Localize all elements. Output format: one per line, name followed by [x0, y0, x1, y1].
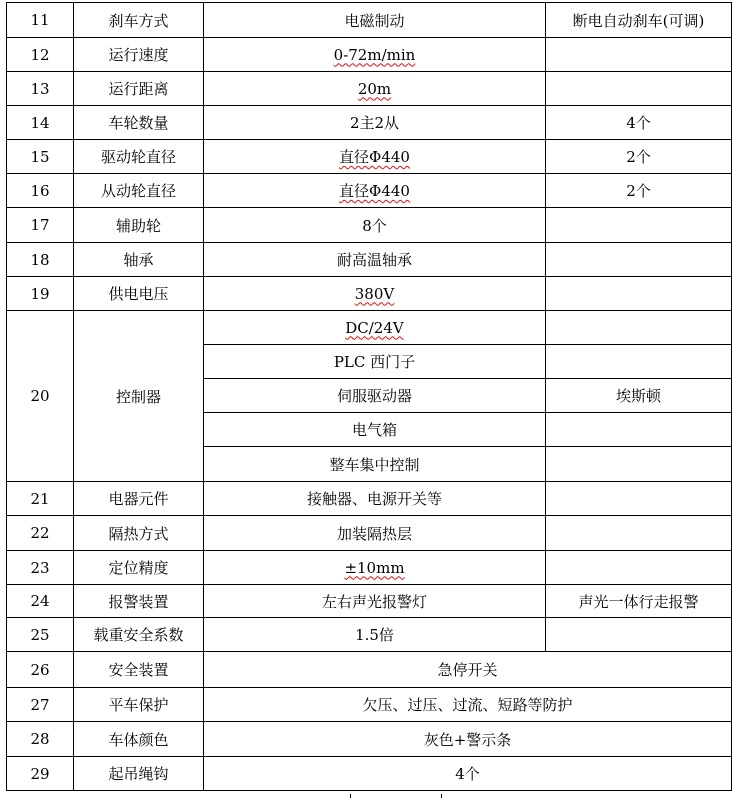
row-remark: [546, 208, 732, 243]
spellcheck-value: ±10mm: [344, 558, 405, 577]
spellcheck-value: DC/24V: [345, 318, 404, 337]
row-remark: [546, 345, 732, 379]
row-value: 接触器、电源开关等: [204, 482, 546, 516]
row-item-name: 车轮数量: [74, 106, 204, 140]
row-item-name: 隔热方式: [74, 516, 204, 551]
row-value: 电磁制动: [204, 3, 546, 38]
table-row: [7, 243, 732, 277]
row-remark: 声光一体行走报警: [546, 585, 732, 618]
row-value: [204, 277, 546, 311]
row-item-name: 报警装置: [74, 585, 204, 618]
table-row: [7, 106, 732, 140]
row-value: [204, 72, 546, 106]
row-remark: [546, 72, 732, 106]
row-remark: [546, 243, 732, 277]
row-remark: 4个: [546, 106, 732, 140]
row-value: 耐高温轴承: [204, 243, 546, 277]
row-value: 整车集中控制: [204, 447, 546, 482]
spellcheck-value: 380V: [354, 284, 395, 303]
spellcheck-value: 直径Φ440: [339, 182, 410, 200]
row-number: 13: [7, 72, 74, 106]
spellcheck-value: 0-72m/min: [333, 45, 416, 64]
row-item-name: 平车保护: [74, 688, 204, 722]
row-item-name: 刹车方式: [74, 3, 204, 38]
spellcheck-value: 20m: [357, 79, 392, 98]
row-value: 加装隔热层: [204, 516, 546, 551]
row-number: 24: [7, 585, 74, 618]
row-item-name: 辅助轮: [74, 208, 204, 243]
row-value: [204, 311, 546, 345]
row-value: 伺服驱动器: [204, 379, 546, 413]
table-row: [7, 482, 732, 516]
page-edge-mark: [441, 794, 442, 798]
row-value: 左右声光报警灯: [204, 585, 546, 618]
row-item-name: 电器元件: [74, 482, 204, 516]
row-item-name: 定位精度: [74, 551, 204, 585]
row-item-name: 供电电压: [74, 277, 204, 311]
row-value: 欠压、过压、过流、短路等防护: [204, 688, 732, 722]
table-row: [7, 277, 732, 311]
table-row: [7, 140, 732, 174]
table-row: [7, 757, 732, 791]
row-remark: [546, 38, 732, 72]
row-remark: 断电自动刹车(可调): [546, 3, 732, 38]
table-row: [7, 688, 732, 722]
row-value: [204, 551, 546, 585]
row-remark: [546, 277, 732, 311]
row-number: 20: [7, 311, 74, 482]
spellcheck-value: 直径Φ440: [339, 148, 410, 166]
row-remark: 2个: [546, 140, 732, 174]
row-number: 11: [7, 3, 74, 38]
row-number: 14: [7, 106, 74, 140]
row-remark: [546, 447, 732, 482]
row-value: 4个: [204, 757, 732, 791]
row-remark: [546, 311, 732, 345]
table-row: [7, 208, 732, 243]
table-row: [7, 72, 732, 106]
table-row: [7, 722, 732, 757]
row-remark: [546, 413, 732, 447]
row-value: PLC 西门子: [204, 345, 546, 379]
row-value: 灰色+警示条: [204, 722, 732, 757]
row-item-name: 从动轮直径: [74, 174, 204, 208]
row-item-name: 车体颜色: [74, 722, 204, 757]
row-remark: [546, 551, 732, 585]
row-number: 18: [7, 243, 74, 277]
row-number: 29: [7, 757, 74, 791]
row-value: [204, 174, 546, 208]
row-remark: [546, 618, 732, 652]
table-row: [7, 618, 732, 652]
spec-table: [6, 2, 732, 791]
row-remark: [546, 516, 732, 551]
row-number: 25: [7, 618, 74, 652]
row-item-name: 起吊绳钩: [74, 757, 204, 791]
row-item-name: 驱动轮直径: [74, 140, 204, 174]
row-number: 19: [7, 277, 74, 311]
row-number: 17: [7, 208, 74, 243]
row-item-name: 安全装置: [74, 652, 204, 688]
row-value: 电气箱: [204, 413, 546, 447]
row-remark: [546, 482, 732, 516]
row-value: 1.5倍: [204, 618, 546, 652]
row-number: 26: [7, 652, 74, 688]
row-value: 急停开关: [204, 652, 732, 688]
row-number: 22: [7, 516, 74, 551]
table-row: [7, 3, 732, 38]
row-value: [204, 140, 546, 174]
row-number: 23: [7, 551, 74, 585]
table-row: [7, 652, 732, 688]
table-row: [7, 585, 732, 618]
table-row: [7, 174, 732, 208]
row-number: 16: [7, 174, 74, 208]
row-number: 12: [7, 38, 74, 72]
row-value: 8个: [204, 208, 546, 243]
row-remark: 2个: [546, 174, 732, 208]
row-number: 28: [7, 722, 74, 757]
row-remark: 埃斯顿: [546, 379, 732, 413]
table-row: [7, 551, 732, 585]
row-item-name: 控制器: [74, 311, 204, 482]
row-number: 21: [7, 482, 74, 516]
row-item-name: 运行速度: [74, 38, 204, 72]
row-value: [204, 38, 546, 72]
row-item-name: 运行距离: [74, 72, 204, 106]
row-item-name: 载重安全系数: [74, 618, 204, 652]
table-row: [7, 38, 732, 72]
row-value: 2主2从: [204, 106, 546, 140]
page-edge-mark: [350, 794, 351, 798]
row-number: 15: [7, 140, 74, 174]
table-row: [7, 311, 732, 345]
row-item-name: 轴承: [74, 243, 204, 277]
row-number: 27: [7, 688, 74, 722]
table-row: [7, 516, 732, 551]
